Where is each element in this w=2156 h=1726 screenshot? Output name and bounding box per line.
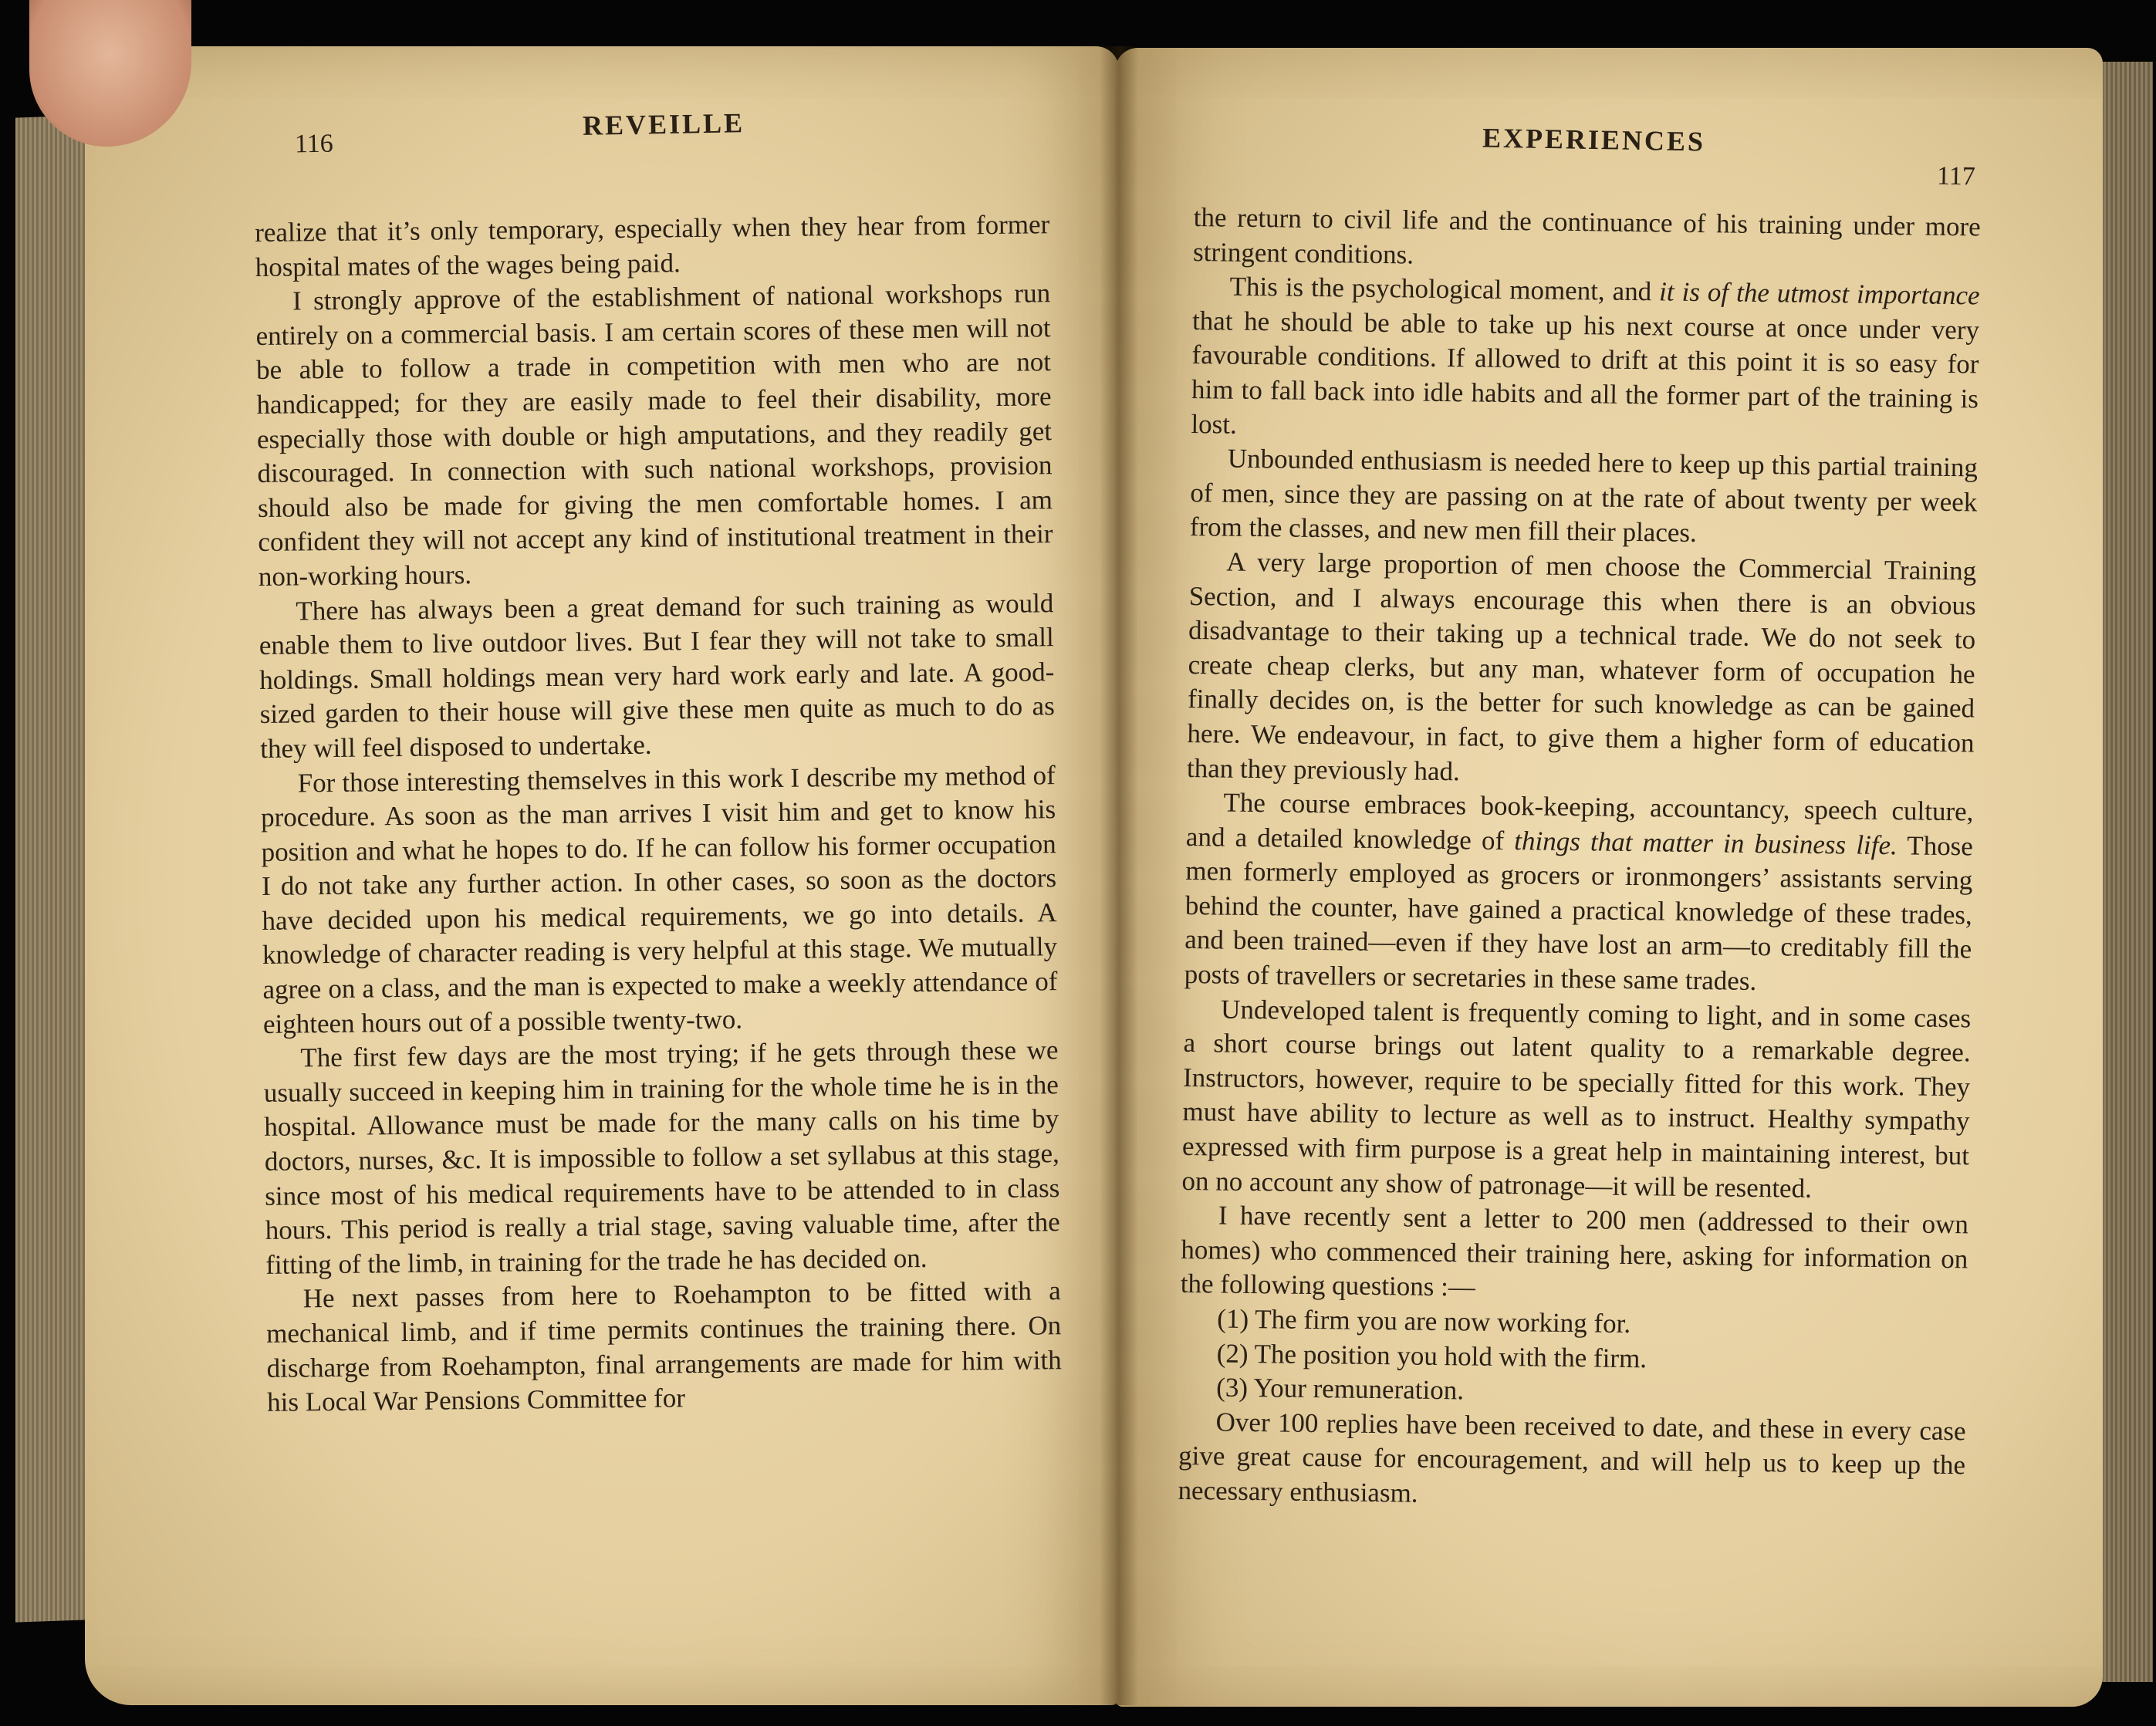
list-item: (3) Your remuneration.: [1215, 1372, 1465, 1406]
paragraph: There has always been a great demand for such training as would enable them to live outdoor lives. But I fear they will not take to small holdings. Small holdings mean very hard work early and late. A good-sized garden to their house will give these men quite as much to do as they will feel disposed to undertake.: [259, 587, 1055, 764]
paragraph: I have recently sent a letter to 200 men (addressed to their own homes) who commenced their training here, asking for information on the following questions :—: [1180, 1200, 1969, 1302]
paragraph-text: This is the psychological moment, and: [1229, 271, 1660, 307]
page-number: 116: [294, 129, 334, 159]
italic-phrase: it is of the utmost importance: [1658, 276, 1980, 311]
paragraph: The first few days are the most trying; if he gets through these we usually succeed in keeping him in training for the whole time he is in the hospital. Allowance must be made for the many calls on his time by doctors, nurses, &c. It is impossible to follow a set syllabus at this stage, since most of his medical requirements have to be attended to in class hours. This period is really a trial stage, saving valuable time, after the fitting of the limb, in training for the trade he has decided on.: [263, 1035, 1060, 1280]
paragraph: He next passes from here to Roehampton to be fitted with a mechanical limb, and if time permits continues the training there. On discharge from Roehampton, final arrangements are made for him with his Local War Pensions Committee for: [265, 1275, 1062, 1418]
paragraph: Unbounded enthusiasm is needed here to keep up this partial training of men, since they are passing on at the rate of about twenty per week from the classes, and new men fill their places.: [1189, 443, 1979, 549]
page-number: 117: [1936, 161, 1976, 191]
paragraph: [1191, 269, 1980, 451]
paragraph: realize that it’s only temporary, especially when they hear from former hospital mates of the wages being paid.: [255, 209, 1050, 282]
paragraph-text: that he should be able to take up his next course at once under very favourable conditions. If allowed to drift at this point it is so easy for him to fall back into idle habits and all the former part of the training is lost.: [1191, 305, 1980, 440]
paragraph: A very large proportion of men choose the Commercial Training Section, and I always encourage this when there is an obvious disadvantage to their taking up a technical trade. We do not seek to create cheap clerks, but any man, whatever form of occupation he finally decides on, is the better for such knowledge as can be gained here. We endeavour, in fact, to give them a higher form of education than they previously had.: [1186, 546, 1977, 786]
right-page-edges: [2099, 62, 2153, 1682]
paragraph-text: The course embraces book-keeping, accountancy, speech culture, and a detailed knowledge of: [1185, 787, 1974, 856]
paragraph: I strongly approve of the establishment of national workshops run entirely on a commercial basis. I am certain scores of these men will not be able to follow a trade in competition with men who are not handicapped; for they are easily made to feel their disability, more especially those with double or high amputations, and they readily get discouraged. In connection with such national workshops, provision should also be made for giving the men comfortable homes. I am confident they will not accept any kind of institutional treatment in their non-working hours.: [255, 278, 1053, 592]
list-item: (2) The position you hold with the firm.: [1216, 1338, 1647, 1373]
right-page: [1115, 48, 2103, 1707]
paragraph: Over 100 replies have been received to date, and these in every case give great cause for encouragement, and will help us to keep up the necessary enthusiasm.: [1178, 1407, 1966, 1508]
paragraph: [1184, 785, 1973, 1001]
running-head: REVEILLE: [582, 107, 745, 141]
paragraph: For those interesting themselves in this work I describe my method of procedure. As soon as the man arrives I visit him and get to know his position and what he hopes to do. If he can follow his former occupation I do not take any further action. In other cases, so soon as the doctors have decided upon his medical requirements, we go into details. A knowledge of character reading is very helpful at this stage. We mutually agree on a class, and the man is expected to make a weekly attendance of eighteen hours out of a possible twenty-two.: [260, 759, 1058, 1039]
paragraph: Undeveloped talent is frequently coming to light, and in some cases a short course brings out latent quality to a remarkable degree. Instructors, however, require to be specially fitted for this work. They must have ability to lecture as well as to instruct. Healthy sympathy expressed with firm purpose is a great help in maintaining interest, but on no account any show of patronage—it will be resented.: [1181, 994, 1972, 1204]
body-text: [255, 208, 1062, 1420]
left-page: [85, 46, 1119, 1705]
running-head: EXPERIENCES: [1482, 122, 1706, 157]
paragraph-text: Those men formerly employed as grocers or ironmongers’ assistants serving behind the counter, have gained a practical knowledge of these trades, and been trained—even if they have lost an arm—to creditably fill the posts of travellers or secretaries in these same trades.: [1184, 829, 1974, 997]
italic-phrase: things that matter in business life.: [1514, 825, 1898, 860]
paragraph: the return to civil life and the continuance of his training under more stringent conditions.: [1192, 201, 1981, 270]
list-item: (1) The firm you are now working for.: [1217, 1303, 1631, 1339]
body-text: [1178, 201, 1981, 1518]
book-gutter: [1100, 46, 1138, 1705]
